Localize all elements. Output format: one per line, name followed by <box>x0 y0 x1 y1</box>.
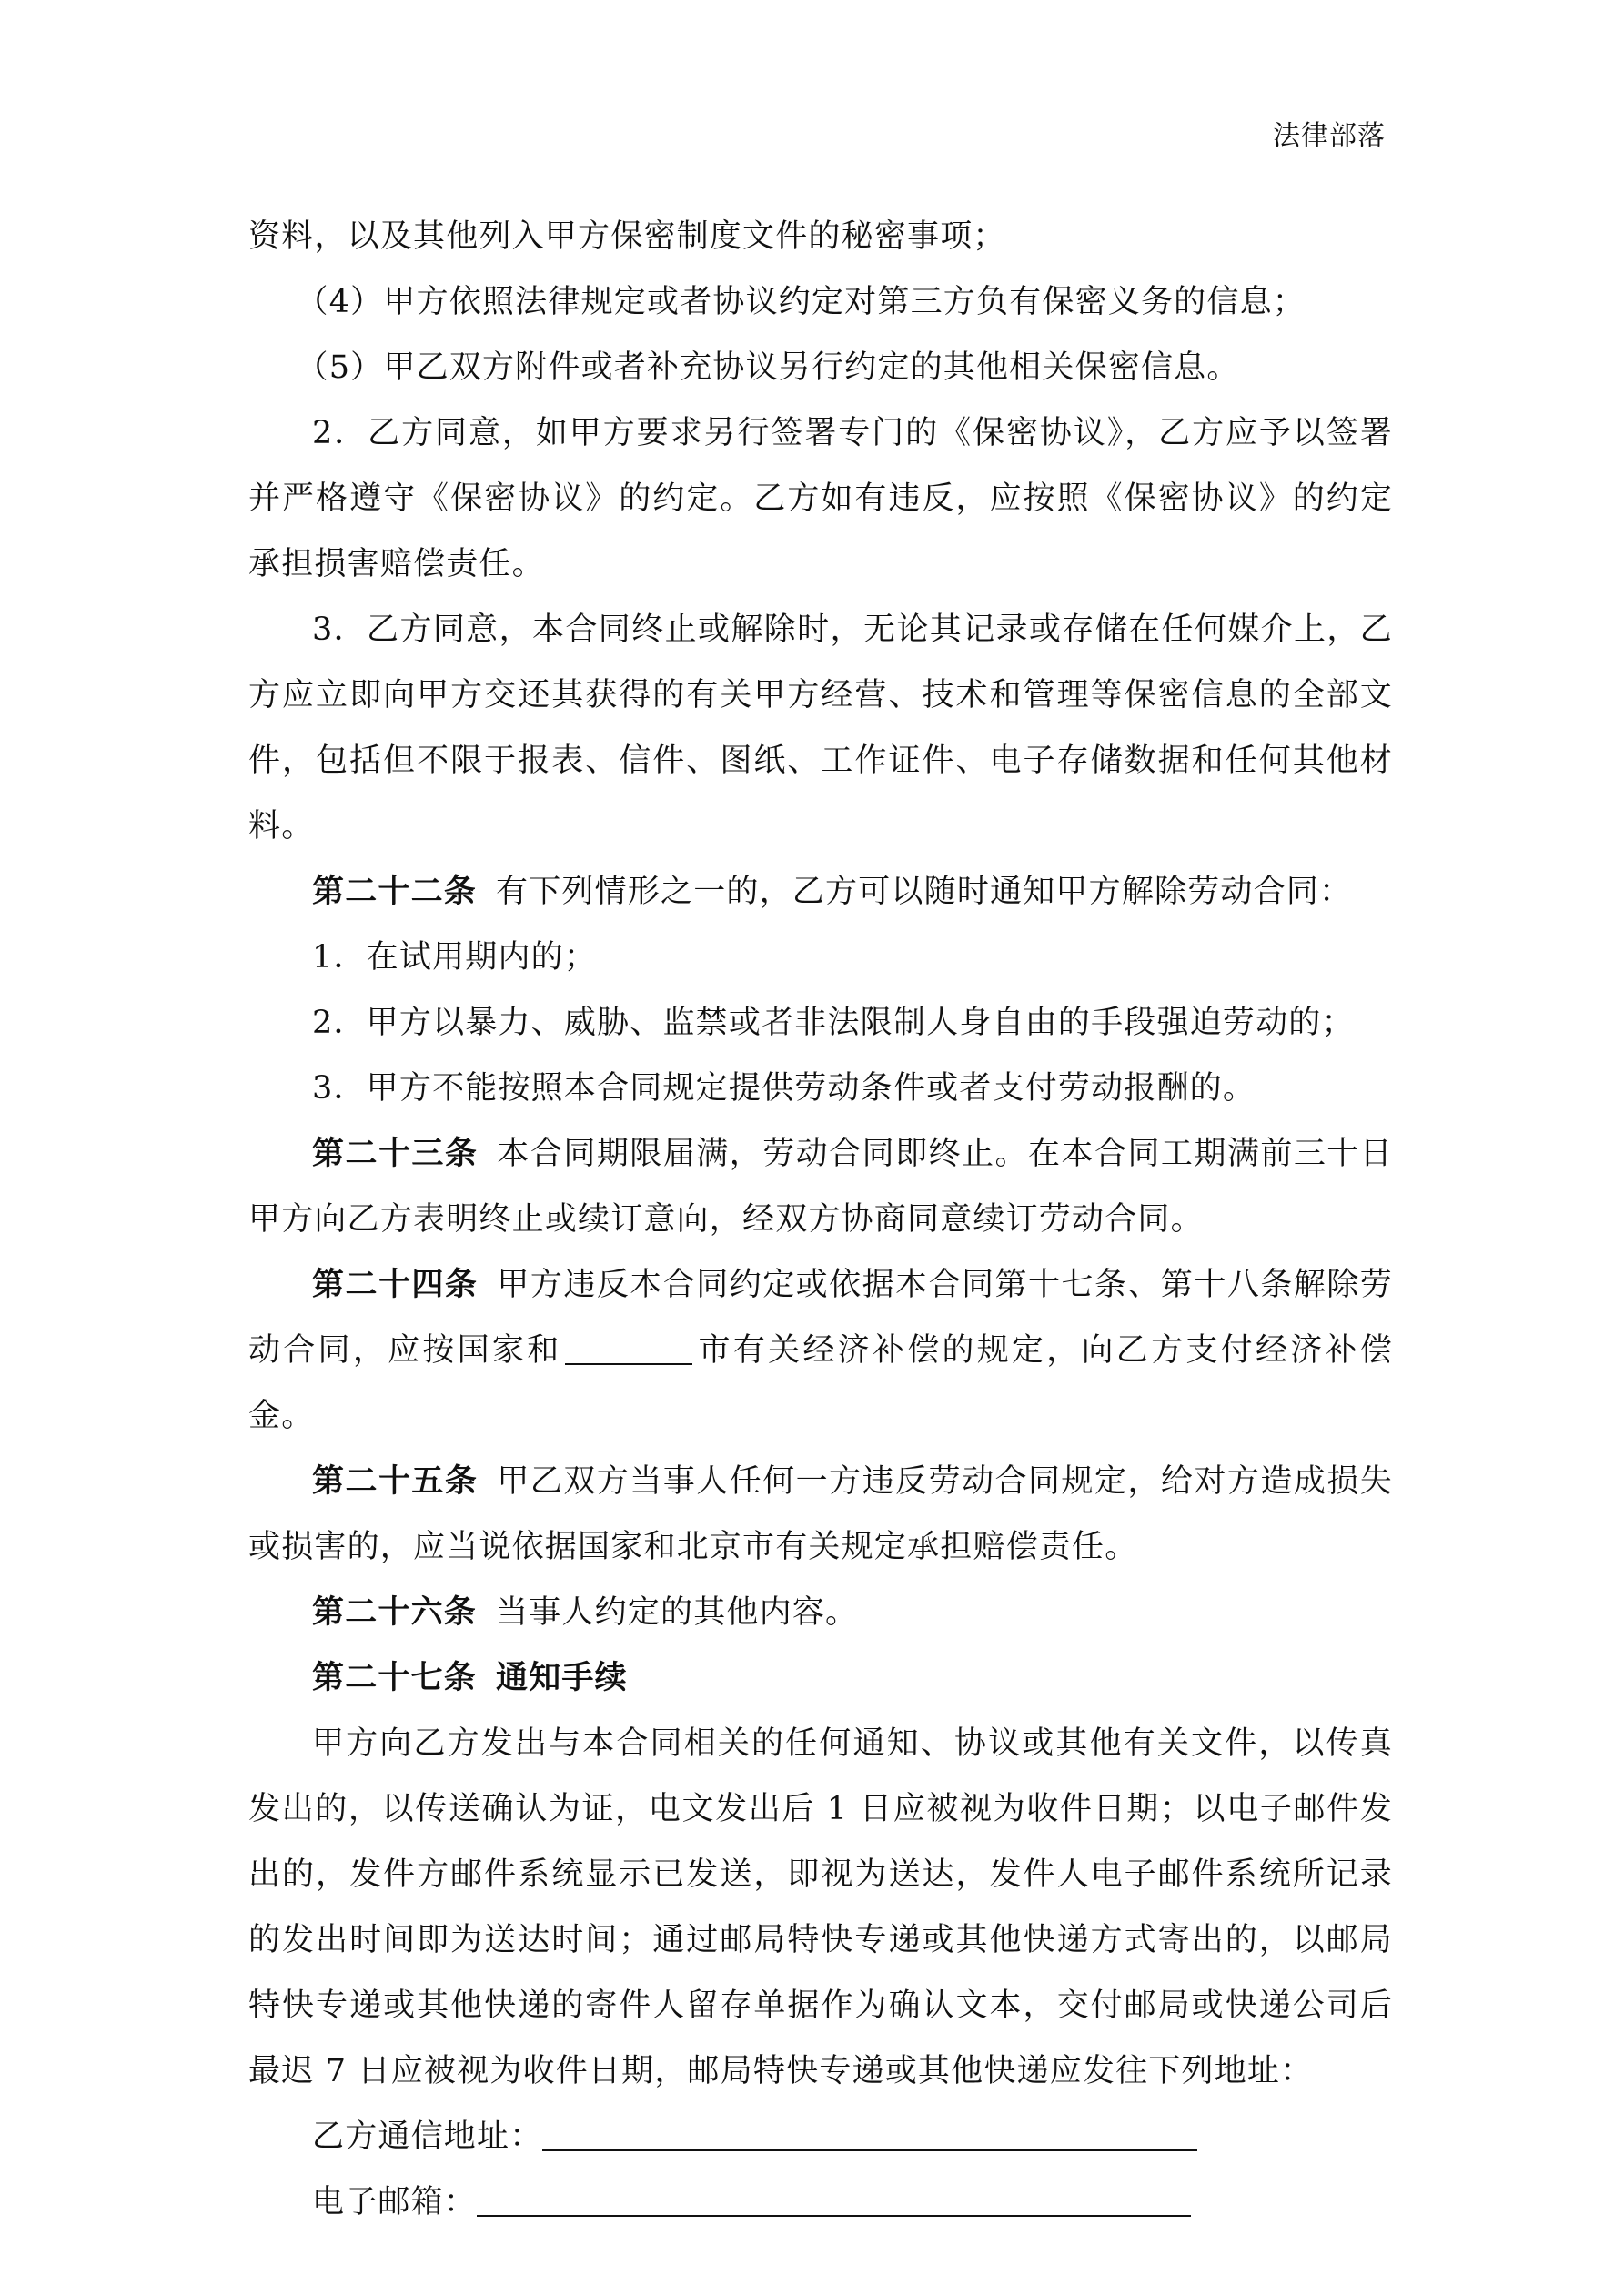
article-27-title: 第二十七条 <box>312 1660 478 1696</box>
article-24-text-after: 市有关经济补偿的规定，向乙方支付经济补偿金。 <box>248 1332 1393 1434</box>
article-22-item-2: 2．甲方以暴力、威胁、监禁或者非法限制人身自由的手段强迫劳动的； <box>312 1005 1355 1041</box>
notice-procedure-paragraph: 甲方向乙方发出与本合同相关的任何通知、协议或其他有关文件，以传真发出的，以传送确认为证，电文发出后 1 日应被视为收件日期；以电子邮件发出的，发件方邮件系统显示已发送，即视为送达，发件人电子邮件系统所记录的发出时间即为送达时间；通过邮局特快专递或其他快递方式寄出的，以邮局特快专递或其他快递的寄件人留存单据作为确认文本，交付邮局或快递公司后最迟 7 日应被视为收件日期，邮局特快专递或其他快递应发往下列地址： <box>248 1725 1393 2089</box>
article-25-title: 第二十五条 <box>312 1463 479 1500</box>
address-blank-field[interactable] <box>542 2118 1197 2151</box>
city-blank-field[interactable] <box>565 1331 692 1365</box>
clause-2-confidentiality-agreement: 2．乙方同意，如甲方要求另行签署专门的《保密协议》，乙方应予以签署并严格遵守《保密协议》的约定。乙方如有违反，应按照《保密协议》的约定承担损害赔偿责任。 <box>248 415 1393 582</box>
article-24 <box>248 1252 1393 1449</box>
article-22-text: 有下列情形之一的，乙方可以随时通知甲方解除劳动合同： <box>496 874 1353 910</box>
clause-item-4: （4）甲方依照法律规定或者协议约定对第三方负有保密义务的信息； <box>296 284 1306 320</box>
article-26-title: 第二十六条 <box>312 1594 478 1631</box>
email-blank-field[interactable] <box>477 2183 1191 2217</box>
article-26 <box>248 1580 1393 1645</box>
clause-item-5: （5）甲乙双方附件或者补充协议另行约定的其他相关保密信息。 <box>296 349 1240 386</box>
article-25-text: 甲乙双方当事人任何一方违反劳动合同规定，给对方造成损失或损害的，应当说依据国家和北京市有关规定承担赔偿责任。 <box>248 1463 1393 1565</box>
article-23 <box>248 1121 1393 1252</box>
article-27-heading: 通知手续 <box>496 1660 628 1696</box>
article-22-item-1: 1．在试用期内的； <box>312 939 598 976</box>
article-24-text-before: 甲方违反本合同约定或依据本合同第十七条、第十八条解除劳动合同，应按国家和 <box>248 1267 1393 1369</box>
article-22 <box>248 859 1393 925</box>
article-23-text: 本合同期限届满，劳动合同即终止。在本合同工期满前三十日甲方向乙方表明终止或续订意向，经双方协商同意续订劳动合同。 <box>248 1136 1393 1238</box>
email-field-label: 电子邮箱： <box>312 2184 478 2220</box>
article-26-text: 当事人约定的其他内容。 <box>496 1594 859 1631</box>
address-field-label: 乙方通信地址： <box>312 2119 543 2155</box>
clause-3-return-materials: 3．乙方同意，本合同终止或解除时，无论其记录或存储在任何媒介上，乙方应立即向甲方交还其获得的有关甲方经营、技术和管理等保密信息的全部文件，包括但不限于报表、信件、图纸、工作证件、电子存储数据和任何其他材料。 <box>248 612 1393 845</box>
article-22-item-3: 3．甲方不能按照本合同规定提供劳动条件或者支付劳动报酬的。 <box>312 1070 1256 1107</box>
article-22-title: 第二十二条 <box>312 874 478 910</box>
page-header-title: 法律部落 <box>1273 120 1386 152</box>
article-25 <box>248 1449 1393 1580</box>
article-24-title: 第二十四条 <box>312 1267 479 1303</box>
article-27 <box>248 1645 1393 1711</box>
document-body <box>248 204 1393 2235</box>
address-field-row <box>248 2104 1393 2170</box>
paragraph-continuation: 资料，以及其他列入甲方保密制度文件的秘密事项； <box>248 218 1006 255</box>
email-field-row <box>248 2170 1393 2235</box>
article-23-title: 第二十三条 <box>312 1136 479 1172</box>
